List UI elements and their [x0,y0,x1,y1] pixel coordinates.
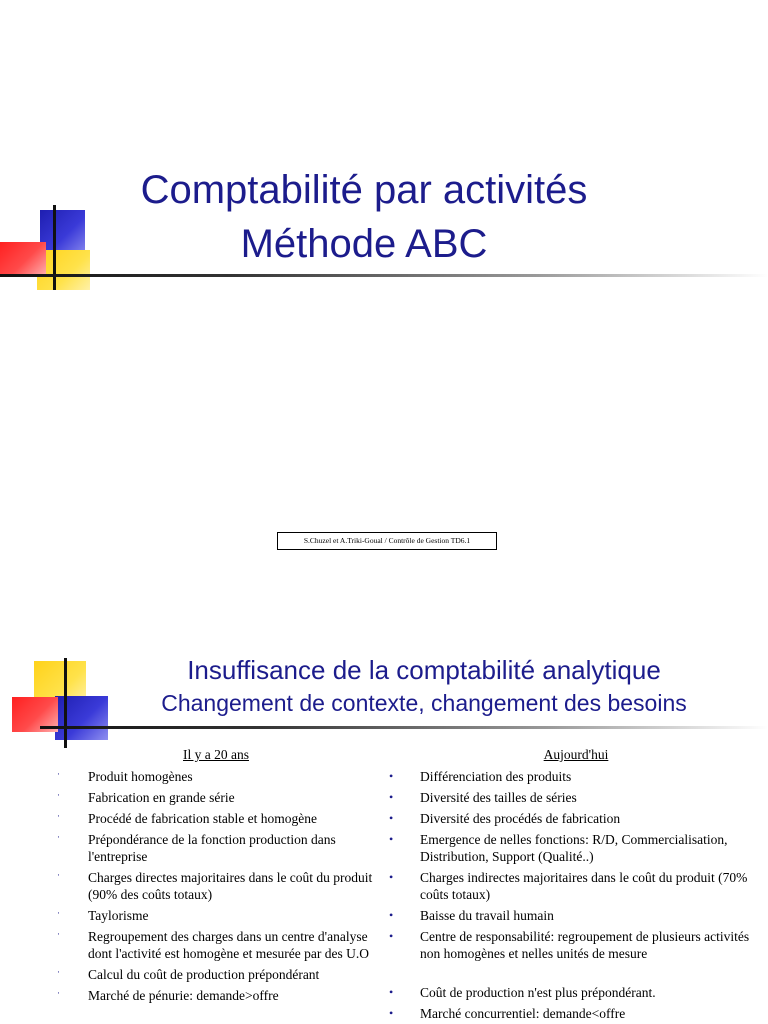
bullet-icon: • [389,929,394,943]
list-item-text: Baisse du travail humain [420,908,554,923]
column-past [56,746,376,1008]
bullet-icon: · [57,967,60,977]
list-item [388,869,764,903]
list-item [56,966,376,983]
bullet-icon: • [389,985,394,999]
list-item [388,810,764,827]
list-item-text: Taylorisme [88,908,149,923]
list-item [388,831,764,865]
bullet-icon: • [389,1006,394,1020]
list-item [388,928,764,962]
list-item-text: Charges indirectes majoritaires dans le coût du produit (70% coûts totaux) [420,870,748,902]
slide-2-subtitle: Changement de contexte, changement des besoins [161,690,687,716]
list-item-text: Différenciation des produits [420,769,572,784]
list-item-text: Produit homogènes [88,769,193,784]
list-item [56,869,376,903]
list-item-text: Calcul du coût de production prépondérant [88,967,320,982]
bullet-icon: • [389,870,394,884]
bullet-icon: • [389,811,394,825]
bullet-icon: · [57,769,60,779]
list-item-text: Marché de pénurie: demande>offre [88,988,279,1003]
list-item [56,831,376,865]
column-today [388,746,764,1024]
list-item-text: Fabrication en grande série [88,790,235,805]
bullet-icon: • [389,790,394,804]
slide-2-title: Insuffisance de la comptabilité analytique [187,655,661,685]
column-past-header: Il y a 20 ans [183,747,249,762]
list-item-text: Regroupement des charges dans un centre d'analyse dont l'activité est homogène et mesurée par des U.O [88,929,369,961]
slide-1-title-line-2: Méthode ABC [240,222,488,266]
list-item-text: Procédé de fabrication stable et homogène [88,811,318,826]
list-item [56,987,376,1004]
title-underline [0,274,768,277]
bullet-icon: · [57,832,60,842]
bullet-icon: · [57,790,60,800]
bullet-icon: • [389,769,394,783]
bullet-icon: • [389,832,394,846]
slide-1-title [0,163,728,271]
list-item-text: Diversité des procédés de fabrication [420,811,621,826]
bullet-icon: · [57,908,60,918]
list-item-text: Diversité des tailles de séries [420,790,577,805]
list-item [388,768,764,785]
slide-footer: S.Chuzel et A.Triki-Goual / Contrôle de Gestion TD6.1 [277,532,497,550]
list-item-text: Emergence de nelles fonctions: R/D, Commercialisation, Distribution, Support (Qualité..) [420,832,728,864]
list-item-text: Centre de responsabilité: regroupement de plusieurs activités non homogènes et nelles unités de mesure [420,929,750,961]
logo-vertical-line [64,658,67,748]
title-underline [40,726,768,729]
slide-1-title-line-1: Comptabilité par activités [140,168,588,212]
bullet-icon: · [57,811,60,821]
bullet-icon: • [389,908,394,922]
column-today-header: Aujourd'hui [543,747,609,762]
list-item-text: Marché concurrentiel: demande<offre [420,1006,626,1021]
list-item-text: Charges directes majoritaires dans le coût du produit (90% des coûts totaux) [88,870,373,902]
list-item-text: Coût de production n'est plus prépondérant. [420,985,656,1000]
list-item [56,907,376,924]
list-item [388,984,764,1001]
list-item [388,1005,764,1022]
bullet-icon: · [57,929,60,939]
column-today-list [388,768,764,1022]
list-item [388,789,764,806]
list-item [388,907,764,924]
list-item-text: Prépondérance de la fonction production dans l'entreprise [88,832,336,864]
bullet-icon: · [57,988,60,998]
list-item [56,768,376,785]
slide-2 [0,628,768,1024]
list-item [56,789,376,806]
bullet-icon: · [57,870,60,880]
list-item [56,810,376,827]
column-past-list [56,768,376,1004]
list-item [56,928,376,962]
